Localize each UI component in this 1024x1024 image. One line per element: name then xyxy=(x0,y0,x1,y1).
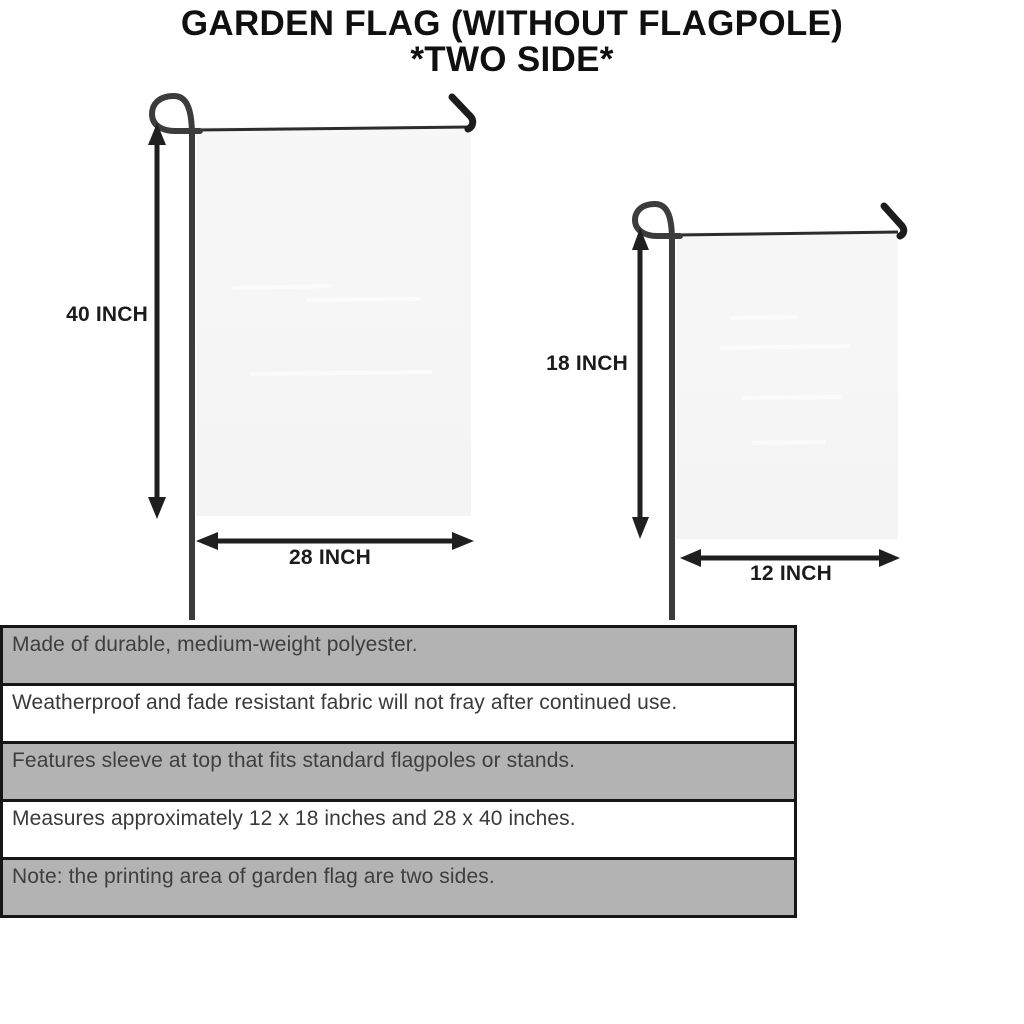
spec-row-sleeve: Features sleeve at top that fits standard flagpoles or stands. xyxy=(3,741,794,799)
small-flag-height-label: 18 INCH xyxy=(546,352,628,375)
page-title: GARDEN FLAG (WITHOUT FLAGPOLE) xyxy=(180,4,844,43)
spec-row-measurements: Measures approximately 12 x 18 inches and 28 x 40 inches. xyxy=(3,799,794,857)
hanger-hook-icon xyxy=(452,97,473,129)
spec-row-weatherproof: Weatherproof and fade resistant fabric will not fray after continued use. xyxy=(3,683,794,741)
spec-row-note: Note: the printing area of garden flag are two sides. xyxy=(3,857,794,915)
large-flag-height-arrow xyxy=(148,123,166,519)
small-flag-width-label: 12 INCH xyxy=(750,562,832,585)
small-flag-height-arrow xyxy=(632,228,649,539)
small-flag-fabric xyxy=(676,232,898,539)
spec-row-material: Made of durable, medium-weight polyester. xyxy=(3,628,794,683)
spec-table xyxy=(0,625,797,918)
large-flag-width-label: 28 INCH xyxy=(289,546,371,569)
small-flag-group xyxy=(632,204,904,620)
large-flag-fabric xyxy=(196,127,471,516)
page-subtitle: *TWO SIDE* xyxy=(410,40,614,79)
large-flag-group xyxy=(148,96,474,620)
large-flag-height-label: 40 INCH xyxy=(66,303,148,326)
